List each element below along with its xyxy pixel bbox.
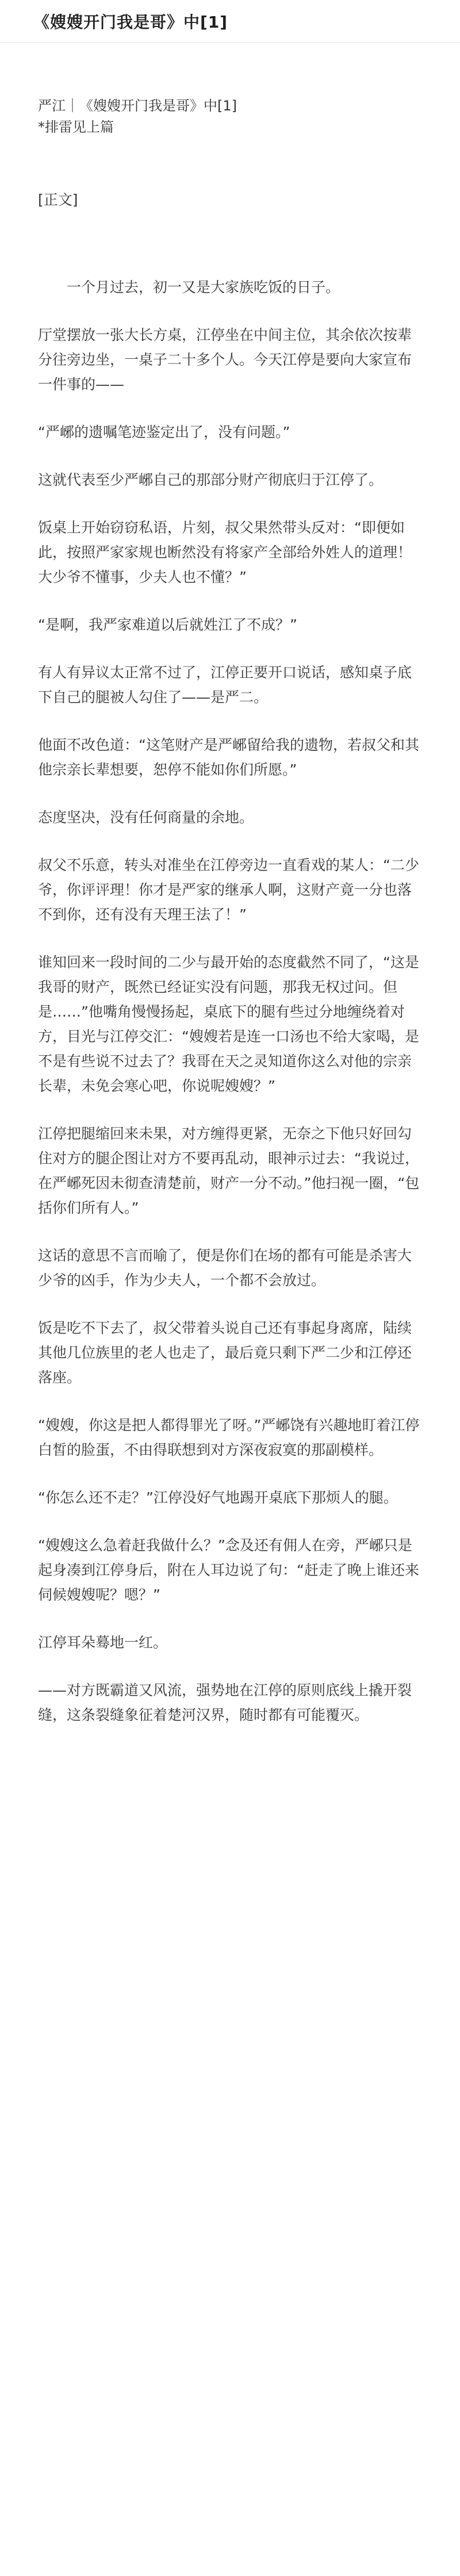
- section-tag: [正文]: [38, 191, 78, 208]
- paragraph: 态度坚决，没有任何商量的余地。: [38, 809, 254, 826]
- article-header: [38, 95, 422, 138]
- paragraph: ——对方既霸道又风流，强势地在江停的原则底线上撬开裂缝，这条裂缝象征着楚河汉界，随时都有可能覆灭。: [38, 1682, 412, 1723]
- paragraph: “嫂嫂这么急着赶我做什么？”念及还有佣人在旁，严峫只是起身凑到江停身后，附在人耳边说了句：“赶走了晚上谁还来伺候嫂嫂呢？嗯？”: [38, 1537, 419, 1603]
- author-line: 严江｜《嫂嫂开门我是哥》中[1]: [38, 98, 237, 114]
- paragraph: 一个月过去，初一又是大家族吃饭的日子。: [67, 279, 340, 296]
- paragraph: 谁知回来一段时间的二少与最开始的态度截然不同了，“这是我哥的财产，既然已经证实没有问题，那我无权过问。但是……”他嘴角慢慢扬起，桌底下的腿有些过分地缠绕着对方，目光与江停交汇：“嫂嫂若是连一口汤也不给大家喝，是不是有些说不过去了？我哥在天之灵知道你这么对他的宗亲长辈，未免会寒心吧，你说呢嫂嫂？”: [38, 954, 419, 1094]
- paragraph: “你怎么还不走？”江停没好气地踢开桌底下那烦人的腿。: [38, 1489, 398, 1506]
- paragraph: 江停耳朵蓦地一红。: [38, 1634, 168, 1651]
- paragraph: 饭是吃不下去了，叔父带着头说自己还有事起身离席，陆续其他几位族里的老人也走了，最后竟只剩下严二少和江停还落座。: [38, 1320, 412, 1386]
- title-bar: [0, 0, 460, 43]
- paragraph: 饭桌上开始窃窃私语，片刻，叔父果然带头反对：“即便如此，按照严家家规也断然没有将家产全部给外姓人的道理！大少爷不懂事，少夫人也不懂？”: [38, 519, 412, 585]
- warning-note: *排雷见上篇: [38, 119, 114, 135]
- paragraph: “嫂嫂，你这是把人都得罪光了呀。”严峫饶有兴趣地盯着江停白皙的脸蛋，不由得联想到对方深夜寂寞的那副模样。: [38, 1417, 420, 1458]
- paragraph: 厅堂摆放一张大长方桌，江停坐在中间主位，其余依次按辈分往旁边坐，一桌子二十多个人。今天江停是要向大家宣布一件事的——: [38, 327, 412, 393]
- paragraph: 他面不改色道：“这笔财产是严峫留给我的遗物，若叔父和其他宗亲长辈想要，恕停不能如你们所愿。”: [38, 737, 419, 778]
- article-body: [0, 43, 460, 1727]
- paragraph: 江停把腿缩回来未果，对方缠得更紧，无奈之下他只好回勾住对方的腿企图让对方不要再乱动，眼神示过去：“我说过，在严峫死因未彻查清楚前，财产一分不动。”他扫视一圈，“包括你们所有人。”: [38, 1125, 420, 1216]
- page-title: 《嫂嫂开门我是哥》中[1]: [33, 12, 228, 32]
- paragraph: 有人有异议太正常不过了，江停正要开口说话，感知桌子底下自己的腿被人勾住了——是严二。: [38, 664, 412, 706]
- paragraph: 这就代表至少严峫自己的那部分财产彻底归于江停了。: [38, 471, 384, 488]
- paragraph: “是啊，我严家难道以后就姓江了不成？”: [38, 616, 297, 633]
- paragraph: 这话的意思不言而喻了，便是你们在场的都有可能是杀害大少爷的凶手，作为少夫人，一个都不会放过。: [38, 1247, 412, 1289]
- paragraph: “严峫的遗嘱笔迹鉴定出了，没有问题。”: [38, 424, 290, 440]
- paragraph: 叔父不乐意，转头对准坐在江停旁边一直看戏的某人：“二少爷，你评评理！你才是严家的继承人啊，这财产竟一分也落不到你，还有没有天理王法了！”: [38, 857, 419, 923]
